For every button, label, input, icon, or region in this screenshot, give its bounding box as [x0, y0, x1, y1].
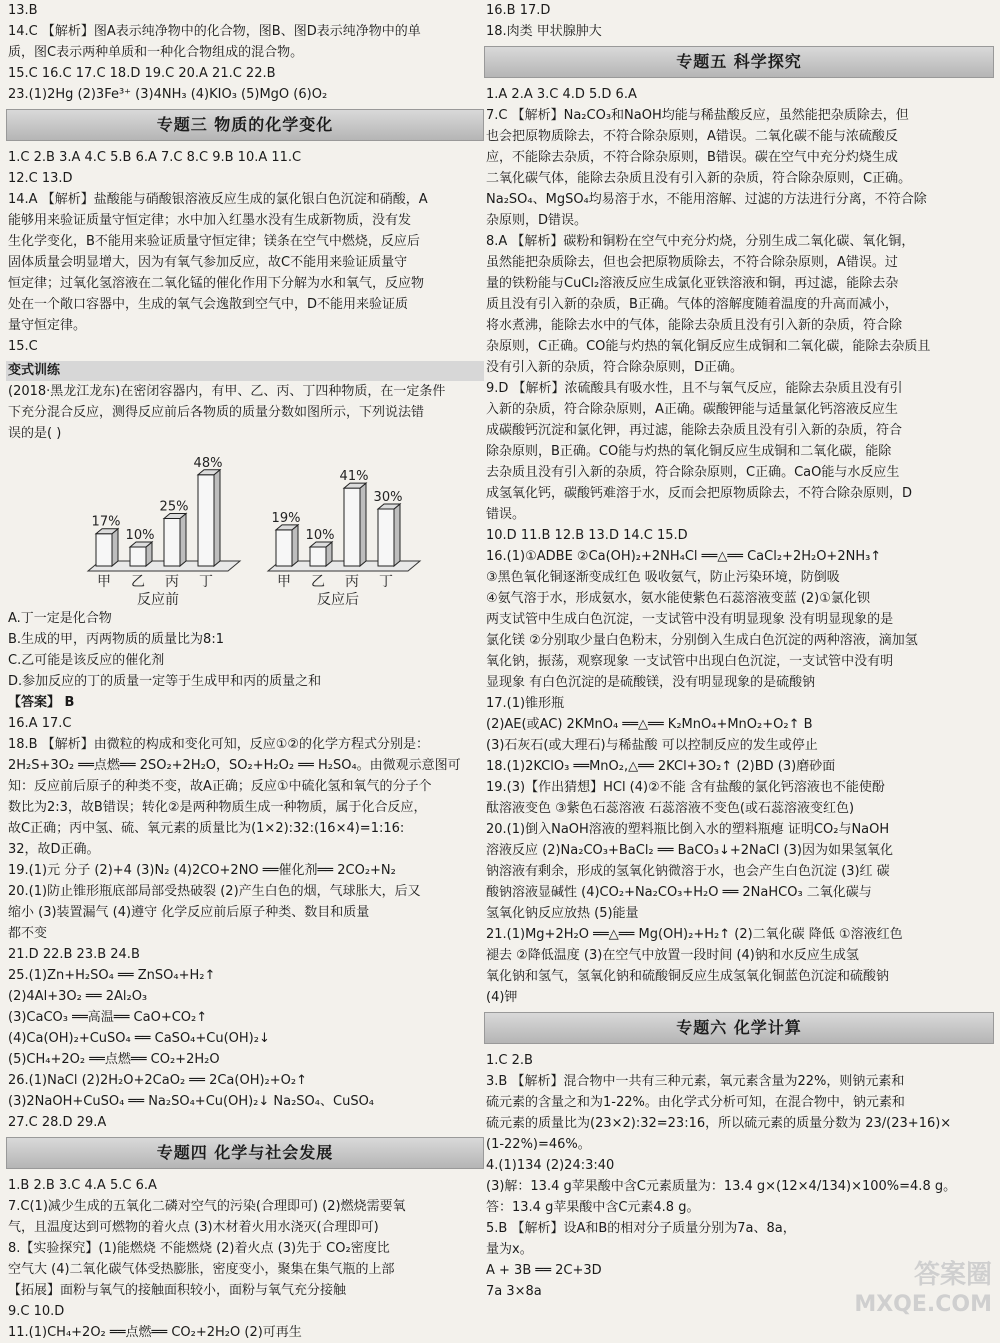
watermark-line1: 答案圈 — [913, 1260, 992, 1290]
bar-side — [214, 470, 220, 566]
category-label: 甲 — [97, 574, 111, 590]
text-line: 氧化钠，振荡，观察现象 一支试管中出现白色沉淀，一支试管中没有明 — [486, 654, 894, 669]
text-line: 20.(1)防止锥形瓶底部局部受热破裂 (2)产生白色的烟，气球胀大，后又 — [8, 884, 421, 899]
text-line: (3)CaCO₃ ══高温══ CaO+CO₂↑ — [8, 1010, 208, 1025]
text-line: 杂原则，C正确。CO能与灼热的氧化铜反应生成铜和二氧化碳，能除去杂质且 — [486, 339, 931, 354]
text-line: 17.(1)锥形瓶 — [486, 696, 565, 711]
text-line: 11.(1)CH₄+2O₂ ══点燃══ CO₂+2H₂O (2)可再生 — [8, 1325, 302, 1340]
text-line: 25.(1)Zn+H₂SO₄ ══ ZnSO₄+H₂↑ — [8, 968, 216, 983]
bar — [164, 519, 180, 567]
text-line: 9.C 10.D — [8, 1304, 65, 1319]
text-line: (5)CH₄+2O₂ ══点燃══ CO₂+2H₂O — [8, 1052, 220, 1067]
text-line: 18.(1)2KClO₃ ══MnO₂,△══ 2KCl+3O₂↑ (2)BD (3)磨砂面 — [486, 759, 836, 774]
text-line: 固体质量会明显增大，因为有氧气参加反应，故C不能用来验证质量守 — [8, 255, 408, 270]
left-column — [6, 0, 484, 1340]
data-label: 17% — [91, 514, 121, 530]
text-line: 硫元素的质量比为(23×2):32=23:16，所以硫元素的质量分数为 23/(23+16)× — [486, 1116, 952, 1131]
group-label: 反应前 — [137, 592, 179, 608]
text-line: 量守恒定律。 — [8, 318, 87, 333]
bar-chart-svg — [66, 446, 456, 606]
text-line: 16.(1)①ADBE ②Ca(OH)₂+2NH₄Cl ══△══ CaCl₂+2H₂O+2NH₃↑ — [486, 549, 882, 564]
text-line: 27.C 28.D 29.A — [8, 1115, 107, 1130]
watermark-line2: MXQE.COM — [854, 1292, 992, 1317]
data-label: 30% — [373, 490, 403, 505]
data-label: 48% — [193, 455, 223, 471]
category-label: 甲 — [277, 574, 291, 590]
text-line: (2)4Al+3O₂ ══ 2Al₂O₃ — [8, 989, 148, 1004]
text-line: 14.C 【解析】图A表示纯净物中的化合物，图B、图D表示纯净物中的单 — [8, 24, 421, 39]
text-line: 5.B 【解析】设A和B的相对分子质量分别为7a、8a， — [486, 1221, 796, 1236]
section3-title: 专题三 物质的化学变化 — [6, 109, 484, 141]
right-column — [484, 0, 994, 1326]
text-line: 19.(1)元 分子 (2)+4 (3)N₂ (4)2CO+2NO ══催化剂══ 2CO₂+N₂ — [8, 863, 396, 878]
category-label: 丙 — [165, 574, 179, 590]
text-line: 26.(1)NaCl (2)2H₂O+2CaO₂ ══ 2Ca(OH)₂+O₂↑ — [8, 1073, 307, 1088]
text-line: 没有引入新的杂质，符合除杂原则，D正确。 — [486, 360, 744, 375]
text-line: C.乙可能是该反应的催化剂 — [8, 653, 165, 668]
text-line: 能够用来验证质量守恒定律；水中加入红墨水没有生成新物质，没有发 — [8, 213, 412, 228]
text-line: 8.A 【解析】碳粉和铜粉在空气中充分灼烧，分别生成二氧化碳、氧化铜， — [486, 234, 915, 249]
text-line: ④氨气溶于水，形成氨水，氨水能使紫色石蕊溶液变蓝 (2)①氯化钡 — [486, 591, 870, 606]
text-line: 7.C 【解析】Na₂CO₃和NaOH均能与稀盐酸反应，虽然能把杂质除去，但 — [486, 108, 909, 123]
text-line: 氢氧化钠反应放热 (5)能量 — [486, 906, 639, 921]
bar-side — [112, 529, 118, 566]
text-line: 15.C — [8, 339, 38, 354]
text-line: 缩小 (3)装置漏气 (4)遵守 化学反应前后原子种类、数目和质量 — [8, 905, 370, 920]
data-label: 19% — [271, 510, 301, 526]
text-line: 4.(1)134 (2)24:3:40 — [486, 1158, 615, 1173]
text-line: 除杂原则，B正确。CO能与灼热的氧化铜反应生成铜和二氧化碳，能除 — [486, 444, 892, 459]
text-line: 19.(3)【作出猜想】HCl (4)②不能 含有盐酸的氯化钙溶液也不能使酚 — [486, 780, 885, 795]
text-line: 褪去 ②降低温度 (3)在空气中放置一段时间 (4)钠和水反应生成氢 — [486, 948, 859, 963]
text-line: 杂原则，D错误。 — [486, 213, 588, 228]
text-line: 20.(1)倒入NaOH溶液的塑料瓶比倒入水的塑料瓶瘪 证明CO₂与NaOH — [486, 822, 890, 837]
exercise-lines — [6, 381, 484, 444]
text-line: 质，图C表示两种单质和一种化合物组成的混合物。 — [8, 45, 304, 60]
text-line: 酞溶液变色 ③紫色石蕊溶液 石蕊溶液不变色(或石蕊溶液变红色) — [486, 801, 855, 816]
text-line: 氧化钠和氢气，氢氧化钠和硫酸铜反应生成氢氧化铜蓝色沉淀和硫酸钠 — [486, 969, 890, 984]
text-line: B.生成的甲，丙两物质的质量比为8:1 — [8, 632, 224, 647]
data-label: 10% — [305, 528, 335, 543]
exercise-title: 变式训练 — [6, 361, 484, 381]
bar — [344, 488, 360, 566]
text-line: 【拓展】面粉与氧气的接触面积较小，面粉与氧气充分接触 — [8, 1283, 347, 1298]
text-line: Na₂SO₄、MgSO₄均易溶于水，不能用溶解、过滤的方法进行分离，不符合除 — [486, 192, 927, 207]
text-line: 氯化镁 ②分别取少量白色粉末，分别倒入生成白色沉淀的两种溶液，滴加氢 — [486, 633, 918, 648]
section5-title: 专题五 科学探究 — [484, 46, 994, 78]
text-line: 酸钠溶液显碱性 (4)CO₂+Na₂CO₃+H₂O ══ 2NaHCO₃ 二氧化碳与 — [486, 885, 872, 900]
bar-side — [360, 483, 366, 566]
text-line: 溶液反应 (2)Na₂CO₃+BaCl₂ ══ BaCO₃↓+2NaCl (3)因为如果氢氧化 — [486, 843, 893, 858]
bar — [130, 547, 146, 566]
text-line: 入新的杂质，符合除杂原则，A正确。碳酸钾能与适量氯化钙溶液反应生 — [486, 402, 898, 417]
text-line: 7a 3×8a — [486, 1284, 542, 1299]
text-line: 数比为2:3，故B错误；转化②是两种物质生成一种物质，属于化合反应， — [8, 800, 427, 815]
text-line: 1.C 2.B 3.A 4.C 5.B 6.A 7.C 8.C 9.B 10.A 11.C — [8, 150, 302, 165]
text-line: 生化学变化，B不能用来验证质量守恒定律；镁条在空气中燃烧，反应后 — [8, 234, 420, 249]
text-line: 7.C(1)减少生成的五氧化二磷对空气的污染(合理即可) (2)燃烧需要氧 — [8, 1199, 406, 1214]
text-line: 成碳酸钙沉淀和氯化钾，再过滤，能除去杂质且没有引入新的杂质，符合 — [486, 423, 903, 438]
text-line: 显现象 有白色沉淀的是硫酸镁，没有明显现象的是硫酸钠 — [486, 675, 816, 690]
bar-side — [180, 514, 186, 567]
section5-lines — [484, 84, 994, 1008]
section6-title: 专题六 化学计算 — [484, 1012, 994, 1044]
text-line: 10.D 11.B 12.B 13.D 14.C 15.D — [486, 528, 688, 543]
text-line: 两支试管中生成白色沉淀，一支试管中没有明显现象 没有明显现象的是 — [486, 612, 894, 627]
right-top-lines — [484, 0, 994, 42]
text-line: 钠溶液有剩余，形成的氢氧化钠微溶于水，也会产生白色沉淀 (3)红 碳 — [486, 864, 890, 879]
text-line: 也会把原物质除去，不符合除杂原则，A错误。二氧化碳不能与浓硫酸反 — [486, 129, 898, 144]
text-line: 12.C 13.D — [8, 171, 73, 186]
text-line: 应，不能除去杂质，不符合除杂原则，B错误。碳在空气中充分灼烧生成 — [486, 150, 898, 165]
text-line: (4)钾 — [486, 990, 518, 1005]
category-label: 乙 — [311, 574, 325, 590]
text-line: 18.B 【解析】由微粒的构成和变化可知，反应①②的化学方程式分别是： — [8, 737, 430, 752]
text-line: 9.D 【解析】浓硫酸具有吸水性，且不与氧气反应，能除去杂质且没有引 — [486, 381, 903, 396]
text-line: 故C正确；丙中氢、硫、氧元素的质量比为(1×2):32:(16×4)=1:16: — [8, 821, 405, 836]
answer-line: 【答案】 B — [8, 695, 75, 710]
text-line: 16.A 17.C — [8, 716, 72, 731]
text-line: 23.(1)2Hg (2)3Fe³⁺ (3)4NH₃ (4)KIO₃ (5)MgO (6)O₂ — [8, 87, 328, 102]
text-line: A + 3B ══ 2C+3D — [486, 1263, 602, 1278]
text-line: 3.B 【解析】混合物中一共有三种元素，氧元素含量为22%，则钠元素和 — [486, 1074, 905, 1089]
text-line: 处在一个敞口容器中，生成的氧气会逸散到空气中，D不能用来验证质 — [8, 297, 409, 312]
text-line: 21.D 22.B 23.B 24.B — [8, 947, 140, 962]
options — [6, 608, 484, 692]
text-line: 1.A 2.A 3.C 4.D 5.D 6.A — [486, 87, 637, 102]
left-after-lines — [6, 713, 484, 1133]
data-label: 25% — [159, 499, 189, 515]
text-line: 14.A 【解析】盐酸能与硝酸银溶液反应生成的氯化银白色沉淀和硝酸，A — [8, 192, 428, 207]
text-line: (3)解：13.4 g苹果酸中含C元素质量为：13.4 g×(12×4/134)×100%=4.8 g。 — [486, 1179, 957, 1194]
text-line: 虽然能把杂质除去，但也会把原物质除去，不符合除杂原则，A错误。过 — [486, 255, 898, 270]
category-label: 丁 — [199, 574, 213, 590]
bar-side — [394, 504, 400, 566]
bar — [378, 509, 394, 566]
text-line: 量为x。 — [486, 1242, 533, 1257]
text-line: (3)2NaOH+CuSO₄ ══ Na₂SO₄+Cu(OH)₂↓ Na₂SO₄、CuSO₄ — [8, 1094, 375, 1109]
bar — [310, 547, 326, 566]
bar — [198, 475, 214, 566]
text-line: (1-22%)=46%。 — [486, 1137, 591, 1152]
text-line: 1.C 2.B — [486, 1053, 533, 1068]
text-line: (2018·黑龙江龙东)在密闭容器内，有甲、乙、丙、丁四种物质，在一定条件 — [8, 384, 446, 399]
text-line: 13.B — [8, 3, 38, 18]
text-line: ③黑色氧化铜逐渐变成红色 吸收氨气，防止污染环境，防倒吸 — [486, 570, 840, 585]
bar — [276, 530, 292, 566]
text-line: 都不变 — [8, 926, 48, 941]
watermark — [854, 1260, 992, 1320]
text-line: 18.肉类 甲状腺肿大 — [486, 24, 602, 39]
text-line: 空气大 (4)二氧化碳气体受热膨胀，密度变小，聚集在集气瓶的上部 — [8, 1262, 395, 1277]
text-line: 气，且温度达到可燃物的着火点 (3)木材着火用水浇灭(合理即可) — [8, 1220, 379, 1235]
bar — [96, 534, 112, 566]
text-line: 去杂质且没有引入新的杂质，符合除杂原则，C正确。CaO能与水反应生 — [486, 465, 900, 480]
text-line: 2H₂S+3O₂ ══点燃══ 2SO₂+2H₂O，SO₂+H₂O₂ ══ H₂SO₄。由微观示意图可 — [8, 758, 461, 773]
text-line: 将水煮沸，能除去水中的气体，能除去杂质且没有引入新的杂质，符合除 — [486, 318, 903, 333]
data-label: 41% — [339, 469, 369, 485]
text-line: 下充分混合反应，测得反应前后各物质的质量分数如图所示，下列说法错 — [8, 405, 425, 420]
text-line: 量的铁粉能与CuCl₂溶液反应生成氯化亚铁溶液和铜，再过滤，能除去杂 — [486, 276, 899, 291]
text-line: 质且没有引入新的杂质，B正确。气体的溶解度随着温度的升高而减小， — [486, 297, 898, 312]
text-line: (2)AE(或AC) 2KMnO₄ ══△══ K₂MnO₄+MnO₂+O₂↑ B — [486, 717, 813, 732]
text-line: 1.B 2.B 3.C 4.A 5.C 6.A — [8, 1178, 157, 1193]
data-label: 10% — [125, 528, 155, 543]
text-line: 15.C 16.C 17.C 18.D 19.C 20.A 21.C 22.B — [8, 66, 276, 81]
text-line: 32，故D正确。 — [8, 842, 100, 857]
group-label: 反应后 — [317, 592, 359, 608]
text-line: 硫元素的含量之和为1-22%。由化学式分析可知，在混合物中，钠元素和 — [486, 1095, 905, 1110]
text-line: D.参加反应的丁的质量一定等于生成甲和丙的质量之和 — [8, 674, 322, 689]
text-line: 21.(1)Mg+2H₂O ══△══ Mg(OH)₂+H₂↑ (2)二氧化碳 降低 ①溶液红色 — [486, 927, 903, 942]
text-line: 成氢氧化钙，碳酸钙难溶于水，反而会把原物质除去，不符合除杂原则，D — [486, 486, 913, 501]
text-line: 二氧化碳气体，能除去杂质且没有引入新的杂质，符合除杂原则，C正确。 — [486, 171, 912, 186]
text-line: 知：反应前后原子的种类不变，故A正确；反应①中硫化氢和氧气的分子个 — [8, 779, 432, 794]
text-line: 错误。 — [486, 507, 526, 522]
section3-lines — [6, 147, 484, 357]
text-line: 误的是( ) — [8, 426, 62, 441]
left-top-lines — [6, 0, 484, 105]
text-line: 16.B 17.D — [486, 3, 551, 18]
bar-side — [292, 525, 298, 566]
section4-lines — [6, 1175, 484, 1343]
section4-title: 专题四 化学与社会发展 — [6, 1137, 484, 1169]
category-label: 丙 — [345, 574, 359, 590]
category-label: 乙 — [131, 574, 145, 590]
text-line: 恒定律；过氧化氢溶液在二氧化锰的催化作用下分解为水和氧气，反应物 — [8, 276, 425, 291]
text-line: 答：13.4 g苹果酸中含C元素4.8 g。 — [486, 1200, 700, 1215]
text-line: 8.【实验探究】(1)能燃烧 不能燃烧 (2)着火点 (3)先于 CO₂密度比 — [8, 1241, 390, 1256]
bar-chart — [66, 446, 456, 606]
text-line: A.丁一定是化合物 — [8, 611, 112, 626]
text-line: (3)石灰石(或大理石)与稀盐酸 可以控制反应的发生或停止 — [486, 738, 818, 753]
category-label: 丁 — [379, 574, 393, 590]
text-line: (4)Ca(OH)₂+CuSO₄ ══ CaSO₄+Cu(OH)₂↓ — [8, 1031, 270, 1046]
